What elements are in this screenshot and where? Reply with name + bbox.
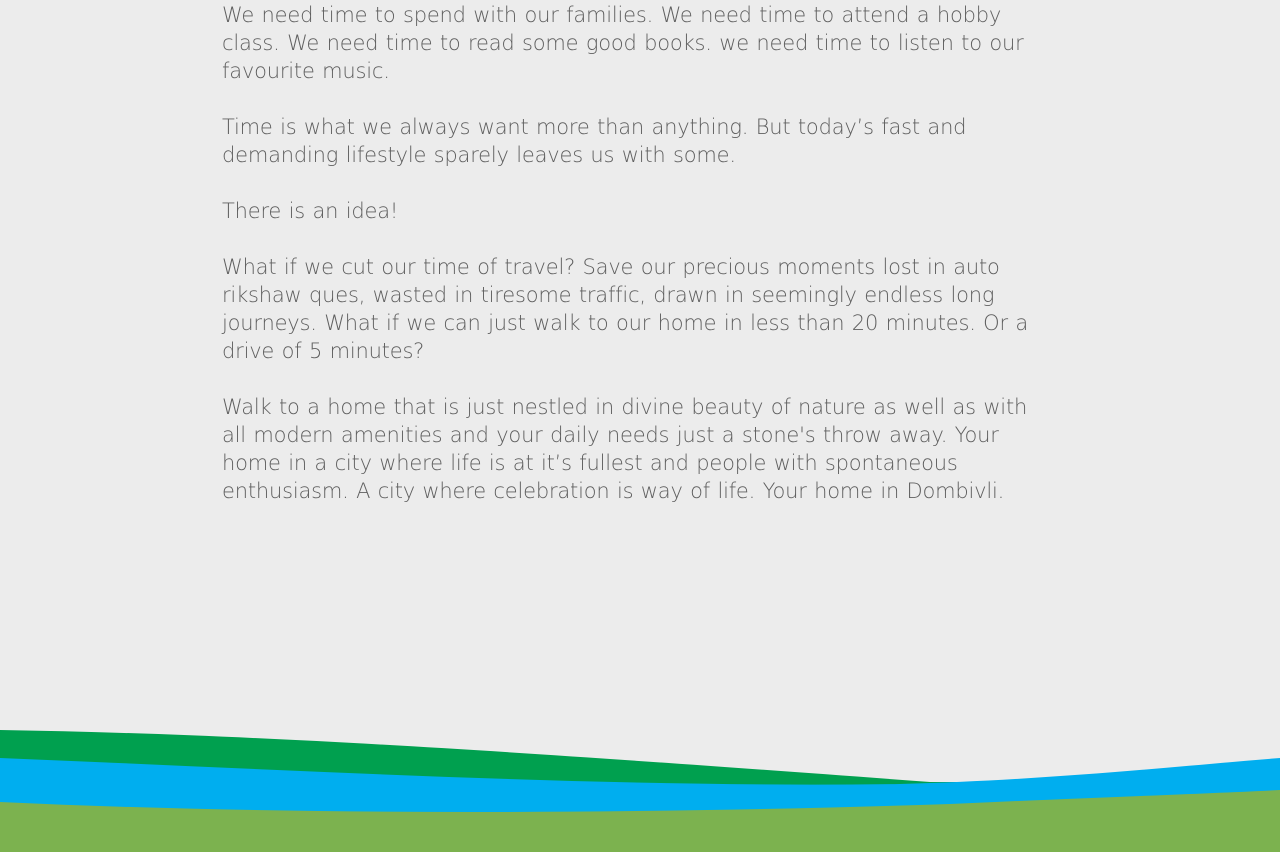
paragraph-idea: There is an idea! — [222, 199, 399, 223]
body-text — [222, 0, 1052, 533]
paragraph-families: We need time to spend with our families. We need time to attend a hobby class. We need time to read some good books. we need time to listen to our favourite music. — [222, 3, 1024, 83]
paragraph-dombivli: Walk to a home that is just nestled in divine beauty of nature as well as with all modern amenities and your daily needs just a stone's throw away. Your home in a city where life is at it’s fullest and people with spontaneous enthusiasm. A city where celebration is way of life. Your home in Dombivli. — [222, 395, 1028, 503]
paragraph-time: Time is what we always want more than anything. But today’s fast and demanding lifestyle sparely leaves us with some. — [222, 115, 967, 167]
paragraph-travel: What if we cut our time of travel? Save our precious moments lost in auto rikshaw ques, wasted in tiresome traffic, drawn in seemingly endless long journeys. What if we can just walk to our home in less than 20 minutes. Or a drive of 5 minutes? — [222, 255, 1029, 363]
decorative-waves — [0, 700, 1280, 852]
